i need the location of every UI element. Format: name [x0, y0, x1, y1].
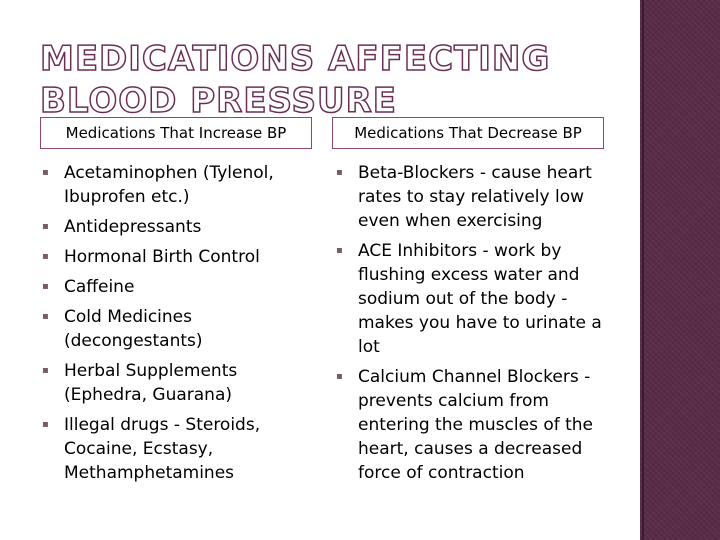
decrease-bp-list — [336, 161, 608, 491]
list-item: ▪ Antidepressants — [42, 217, 202, 237]
bullet-icon: ▪ — [42, 167, 49, 178]
list-item: ▪ Hormonal Birth Control — [42, 247, 260, 267]
bullet-icon: ▪ — [42, 251, 49, 262]
list-item: ▪ Calcium Channel Blockers - prevents calcium from entering the muscles of the heart, causes a decreased force of contraction — [336, 367, 594, 483]
decorative-sidebar — [640, 0, 720, 540]
bullet-icon: ▪ — [336, 371, 343, 382]
list-item: ▪ ACE Inhibitors - work by flushing excess water and sodium out of the body - makes you have to urinate a lot — [336, 241, 602, 357]
list-item: ▪ Herbal Supplements (Ephedra, Guarana) — [42, 361, 238, 405]
bullet-icon: ▪ — [336, 167, 343, 178]
bullet-icon: ▪ — [42, 365, 49, 376]
bullet-icon: ▪ — [42, 419, 49, 430]
bullet-icon: ▪ — [42, 281, 49, 292]
list-item: ▪ Caffeine — [42, 277, 135, 297]
sidebar-divider — [642, 0, 644, 540]
increase-bp-header: Medications That Increase BP — [40, 117, 312, 149]
list-item: ▪ Illegal drugs - Steroids, Cocaine, Ecstasy, Methamphetamines — [42, 415, 261, 483]
bullet-icon: ▪ — [42, 221, 49, 232]
bullet-icon: ▪ — [42, 311, 49, 322]
list-item: ▪ Cold Medicines (decongestants) — [42, 307, 203, 351]
bullet-icon: ▪ — [336, 245, 343, 256]
list-item: ▪ Beta-Blockers - cause heart rates to stay relatively low even when exercising — [336, 163, 592, 231]
list-item: ▪ Acetaminophen (Tylenol, Ibuprofen etc.) — [42, 163, 274, 207]
decrease-bp-header: Medications That Decrease BP — [332, 117, 604, 149]
increase-bp-list — [42, 161, 314, 491]
slide-title: MEDICATIONS AFFECTING BLOOD PRESSURE — [40, 39, 551, 121]
